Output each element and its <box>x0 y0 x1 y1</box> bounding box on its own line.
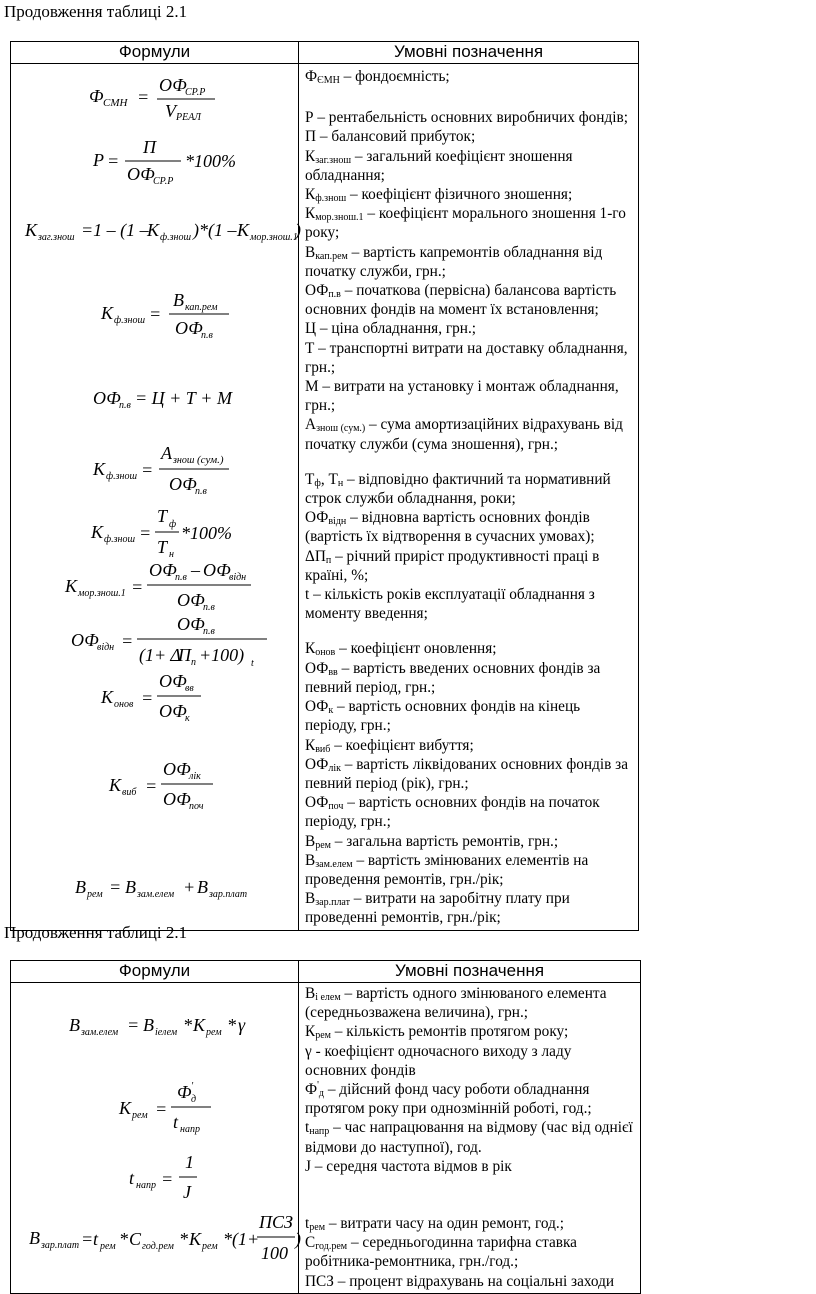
header-notation: Умовні позначення <box>299 42 639 64</box>
svg-text:=: = <box>127 1015 140 1035</box>
note-item: $t_{напр}$ – час напрацювання на відмову (час від однієї відмови до наступної), год. <box>305 1119 633 1156</box>
svg-text:ОФ: ОФ <box>163 759 191 779</box>
svg-text:(1+ Δ: (1+ Δ <box>139 645 181 665</box>
svg-text:Т: Т <box>157 506 168 526</box>
svg-text:*: * <box>179 1229 188 1249</box>
svg-text:СР.Р: СР.Р <box>153 176 174 187</box>
svg-text:вв: вв <box>185 683 194 694</box>
svg-text:ОФ: ОФ <box>149 560 177 580</box>
svg-text:К: К <box>147 220 159 240</box>
note-item: $ОФ_{відн}$ – відновна вартість основних фондів (вартість їх відтворення в сучасних умовах); <box>305 509 595 546</box>
svg-text:К: К <box>119 1098 131 1118</box>
table-caption-1: Продовження таблиці 2.1 <box>4 2 188 21</box>
svg-text:=: = <box>137 87 150 107</box>
header-formulas: Формули <box>11 42 299 64</box>
formulas-table-2 <box>10 960 641 1294</box>
note-item: П – балансовий прибуток; <box>305 128 476 146</box>
svg-text:зам.елем: зам.елем <box>81 1027 119 1038</box>
svg-text:': ' <box>191 1081 194 1092</box>
svg-text:В: В <box>29 1228 40 1248</box>
svg-text:= Ц + Т + М: = Ц + Т + М <box>135 388 232 408</box>
svg-text:*: * <box>119 1229 128 1249</box>
svg-text:п.в: п.в <box>119 400 131 411</box>
svg-text:год.рем: год.рем <box>142 1241 174 1252</box>
table-caption-2: Продовження таблиці 2.1 <box>4 923 188 942</box>
svg-text:рем: рем <box>100 1241 116 1252</box>
formula-replaced-elements <box>69 1013 269 1041</box>
note-item: $ОФ_{поч}$ – вартість основних фондів на початок періоду, грн.; <box>305 794 600 831</box>
svg-text:В: В <box>173 290 184 310</box>
svg-text:(сум.): (сум.) <box>197 454 224 466</box>
svg-text:ф.знош: ф.знош <box>114 315 146 326</box>
svg-text:Т: Т <box>157 537 168 557</box>
formula-total-wear <box>25 218 301 246</box>
formula-renewal <box>101 670 221 722</box>
svg-text:ОФ: ОФ <box>159 701 187 721</box>
note-item: $ОФ_{лік}$ – вартість ліквідованих основних фондів за певний період (рік), грн.; <box>305 755 628 792</box>
svg-text:А: А <box>161 443 172 463</box>
svg-text:=: = <box>121 631 134 651</box>
note-item: $В_{кап.рем}$ – вартість капремонтів обладнання від початку служби, грн.; <box>305 243 603 280</box>
note-item: $К_{рем}$ – кількість ремонтів протягом року; <box>305 1023 569 1042</box>
svg-text:К: К <box>65 576 77 596</box>
svg-text:К: К <box>101 303 113 323</box>
svg-text:=: = <box>161 1169 174 1189</box>
svg-text:зам.елем: зам.елем <box>137 889 175 900</box>
svg-text:=: = <box>81 1229 94 1249</box>
svg-text:=: = <box>145 776 158 796</box>
svg-text:γ: γ <box>238 1015 246 1035</box>
note-item: $ОФ_{п.в}$ – початкова (первісна) балансова вартість основних фондів на момент їх встановлення; <box>305 282 617 319</box>
svg-text:К: К <box>109 775 121 795</box>
header-formulas: Формули <box>11 961 299 983</box>
svg-text:к: к <box>185 713 190 724</box>
svg-text:п.в: п.в <box>175 572 187 583</box>
svg-text:поч: поч <box>189 801 204 812</box>
formula-physical-wear <box>101 286 251 341</box>
note-item: $В_{і елем}$ – вартість одного змінюваного елемента (середньозважена величина), грн.; <box>305 985 607 1022</box>
note-item: $В_{зар.плат}$ – витрати на заробітну плату при проведенні ремонтів, грн./рік; <box>305 890 570 927</box>
svg-text:кап.рем: кап.рем <box>185 302 218 313</box>
svg-text:ОФ: ОФ <box>177 590 205 610</box>
note-item: J – середня частота відмов в рік <box>305 1157 512 1175</box>
svg-text:=: = <box>131 577 144 597</box>
svg-text:Р: Р <box>93 150 104 170</box>
formula-repair-wages <box>29 1211 299 1267</box>
svg-text:100: 100 <box>261 1243 288 1263</box>
svg-text:В: В <box>125 877 136 897</box>
svg-text:=: = <box>141 460 154 480</box>
svg-text:ОФ: ОФ <box>175 318 203 338</box>
formula-restoration-cost <box>71 613 291 669</box>
svg-text:ПСЗ: ПСЗ <box>259 1212 293 1232</box>
svg-text:знош: знош <box>173 455 195 466</box>
formula-profitability <box>93 138 253 186</box>
note-item: $В_{зам.елем}$ – вартість змінюваних елементів на проведення ремонтів, грн./рік; <box>305 851 589 888</box>
svg-text:)*(1 –: )*(1 – <box>193 220 237 240</box>
svg-text:=: = <box>149 304 162 324</box>
svg-text:С: С <box>129 1229 142 1249</box>
svg-text:ОФ: ОФ <box>93 388 121 408</box>
svg-text:рем: рем <box>87 889 103 900</box>
svg-text:ф.знош: ф.знош <box>104 534 136 545</box>
svg-text:п.в: п.в <box>203 626 215 637</box>
svg-text:лік: лік <box>189 771 201 782</box>
svg-text:відн: відн <box>229 572 247 583</box>
svg-text:напр: напр <box>136 1180 156 1191</box>
svg-text:мор.знош.1: мор.знош.1 <box>78 588 126 599</box>
svg-text:ОФ: ОФ <box>71 630 99 650</box>
svg-text:зар.плат: зар.плат <box>41 1240 80 1251</box>
formula-physical-wear-amort <box>93 442 253 497</box>
svg-text:д: д <box>191 1094 197 1105</box>
svg-text:ОФ: ОФ <box>159 671 187 691</box>
note-item: $ОФ_{вв}$ – вартість введених основних фондів за певний період, грн.; <box>305 659 601 696</box>
svg-text:*100%: *100% <box>181 523 232 543</box>
svg-text:ОФ: ОФ <box>159 75 187 95</box>
svg-text:п.в: п.в <box>195 486 207 497</box>
svg-text:+: + <box>183 877 196 897</box>
svg-text:п: п <box>191 657 196 668</box>
svg-text:ОФ: ОФ <box>203 560 231 580</box>
svg-text:РЕАЛ: РЕАЛ <box>176 112 201 123</box>
formula-time-between-failures <box>129 1151 219 1207</box>
note-item: $ОФ_к$ – вартість основних фондів на кінець періоду, грн.; <box>305 698 581 735</box>
note-item: $В_{рем}$ – загальна вартість ремонтів, грн.; <box>305 832 559 851</box>
svg-text:К: К <box>25 220 37 240</box>
svg-text:*: * <box>183 1015 192 1035</box>
formula-initial-cost <box>93 384 243 412</box>
svg-text:): ) <box>295 1229 301 1249</box>
svg-text:ОФ: ОФ <box>127 164 155 184</box>
svg-text:В: В <box>197 877 208 897</box>
svg-text:іелем: іелем <box>155 1027 178 1038</box>
formula-moral-wear <box>65 559 285 611</box>
formulas-column <box>11 983 299 1294</box>
svg-text:виб: виб <box>122 787 137 798</box>
note-item: $К_{онов}$ – коефіцієнт оновлення; <box>305 640 497 659</box>
formula-repair-cost <box>75 875 275 903</box>
notation-column <box>299 64 639 931</box>
svg-text:В: В <box>75 877 86 897</box>
header-notation: Умовні позначення <box>299 961 641 983</box>
svg-text:напр: напр <box>180 1124 200 1135</box>
svg-text:рем: рем <box>206 1027 222 1038</box>
note-item: γ - коефіцієнт одночасного виходу з ладу основних фондів <box>305 1042 572 1079</box>
svg-text:1: 1 <box>185 1152 194 1172</box>
note-item: М – витрати на установку і монтаж обладнання, грн.; <box>305 378 619 415</box>
formula-repair-count <box>119 1081 229 1137</box>
svg-text:К: К <box>93 459 105 479</box>
svg-text:t: t <box>251 658 254 669</box>
svg-text:+100): +100) <box>199 645 245 665</box>
svg-text:П: П <box>178 645 191 665</box>
formulas-table-1 <box>10 41 639 931</box>
svg-text:=: = <box>155 1099 168 1119</box>
svg-text:t: t <box>129 1168 135 1188</box>
svg-text:*100%: *100% <box>185 151 236 171</box>
svg-text:К: К <box>237 220 249 240</box>
svg-text:зар.плат: зар.плат <box>209 889 248 900</box>
note-item: $К_{виб}$ – коефіцієнт вибуття; <box>305 736 474 755</box>
svg-text:СМН: СМН <box>103 97 128 109</box>
svg-text:V: V <box>165 101 176 121</box>
note-item: $Ф'_д$ – дійсний фонд часу роботи обладнання протягом року при однозмінній роботі, год.; <box>305 1079 592 1118</box>
svg-text:=: = <box>107 151 120 171</box>
svg-text:ОФ: ОФ <box>177 614 205 634</box>
note-item: t – кількість років експлуатації обладнання з моменту введення; <box>305 586 595 623</box>
svg-text:К: К <box>193 1015 205 1035</box>
svg-text:ф.знош: ф.знош <box>106 471 138 482</box>
note-item: $\Delta П_п$ – річний приріст продуктивності праці в країні, %; <box>305 547 600 584</box>
svg-text:ф: ф <box>169 519 177 530</box>
svg-text:н: н <box>169 549 174 560</box>
svg-text:): ) <box>295 220 301 240</box>
svg-text:п.в: п.в <box>203 602 215 613</box>
svg-text:–: – <box>191 560 200 580</box>
note-item: $К_{мор.знош.1}$ – коефіцієнт морального зношення 1-го року; <box>305 205 626 242</box>
svg-text:=: = <box>139 523 152 543</box>
note-item: ПСЗ – процент відрахувань на соціальні заходи <box>305 1272 615 1290</box>
svg-text:=1 – (1 –: =1 – (1 – <box>81 220 149 240</box>
svg-text:*(1+: *(1+ <box>223 1229 260 1249</box>
formulas-column <box>11 64 299 931</box>
note-item: $А_{знош (сум.)}$ – сума амортизаційних відрахувань від початку служби (сума зношення), грн.; <box>305 416 623 453</box>
note-item: $Т_ф$, $Т_н$ – відповідно фактичний та нормативний строк служби обладнання, роки; <box>305 470 611 508</box>
note-item: Р – рентабельність основних виробничих фондів; <box>305 109 628 127</box>
svg-text:рем: рем <box>132 1110 148 1121</box>
svg-text:відн: відн <box>97 642 115 653</box>
svg-text:=: = <box>141 688 154 708</box>
svg-text:*: * <box>227 1015 236 1035</box>
svg-text:t: t <box>173 1112 179 1132</box>
svg-text:СР.Р: СР.Р <box>185 87 206 98</box>
svg-text:заг.знош: заг.знош <box>38 232 75 243</box>
svg-text:t: t <box>93 1229 99 1249</box>
note-item: Т – транспортні витрати на доставку обладнання, грн.; <box>305 339 628 376</box>
svg-text:Ф: Ф <box>177 1082 192 1102</box>
svg-text:онов: онов <box>114 699 134 710</box>
svg-text:Ф: Ф <box>89 86 104 106</box>
svg-text:ф.знош: ф.знош <box>160 232 192 243</box>
svg-text:В: В <box>69 1015 80 1035</box>
formula-retirement <box>109 758 229 810</box>
svg-text:мор.знош.1: мор.знош.1 <box>250 232 298 243</box>
note-item: $К_{заг.знош}$ – загальний коефіцієнт зношення обладнання; <box>305 147 573 184</box>
note-item: $t_{рем}$ – витрати часу на один ремонт, год.; <box>305 1215 564 1234</box>
formula-fond-intensity <box>89 74 219 123</box>
svg-text:К: К <box>101 687 113 707</box>
notation-column <box>299 983 641 1294</box>
note-item: $С_{год.рем}$ – середньогодинна тарифна ставка робітника-ремонтника, грн./год.; <box>305 1234 577 1271</box>
note-item: $Ф_{ЄМН}$ – фондоємність; <box>305 68 450 86</box>
note-item: $К_{ф.знош}$ – коефіцієнт фізичного зношення; <box>305 186 573 205</box>
svg-text:п.в: п.в <box>201 330 213 341</box>
svg-text:К: К <box>189 1229 201 1249</box>
svg-text:П: П <box>143 137 156 157</box>
svg-text:J: J <box>183 1182 191 1202</box>
svg-text:В: В <box>143 1015 154 1035</box>
svg-text:ОФ: ОФ <box>163 789 191 809</box>
note-item: Ц – ціна обладнання, грн.; <box>305 320 477 338</box>
formula-physical-wear-term <box>91 505 251 560</box>
svg-text:=: = <box>109 877 122 897</box>
svg-text:К: К <box>91 522 103 542</box>
svg-text:ОФ: ОФ <box>169 474 197 494</box>
svg-text:рем: рем <box>202 1241 218 1252</box>
